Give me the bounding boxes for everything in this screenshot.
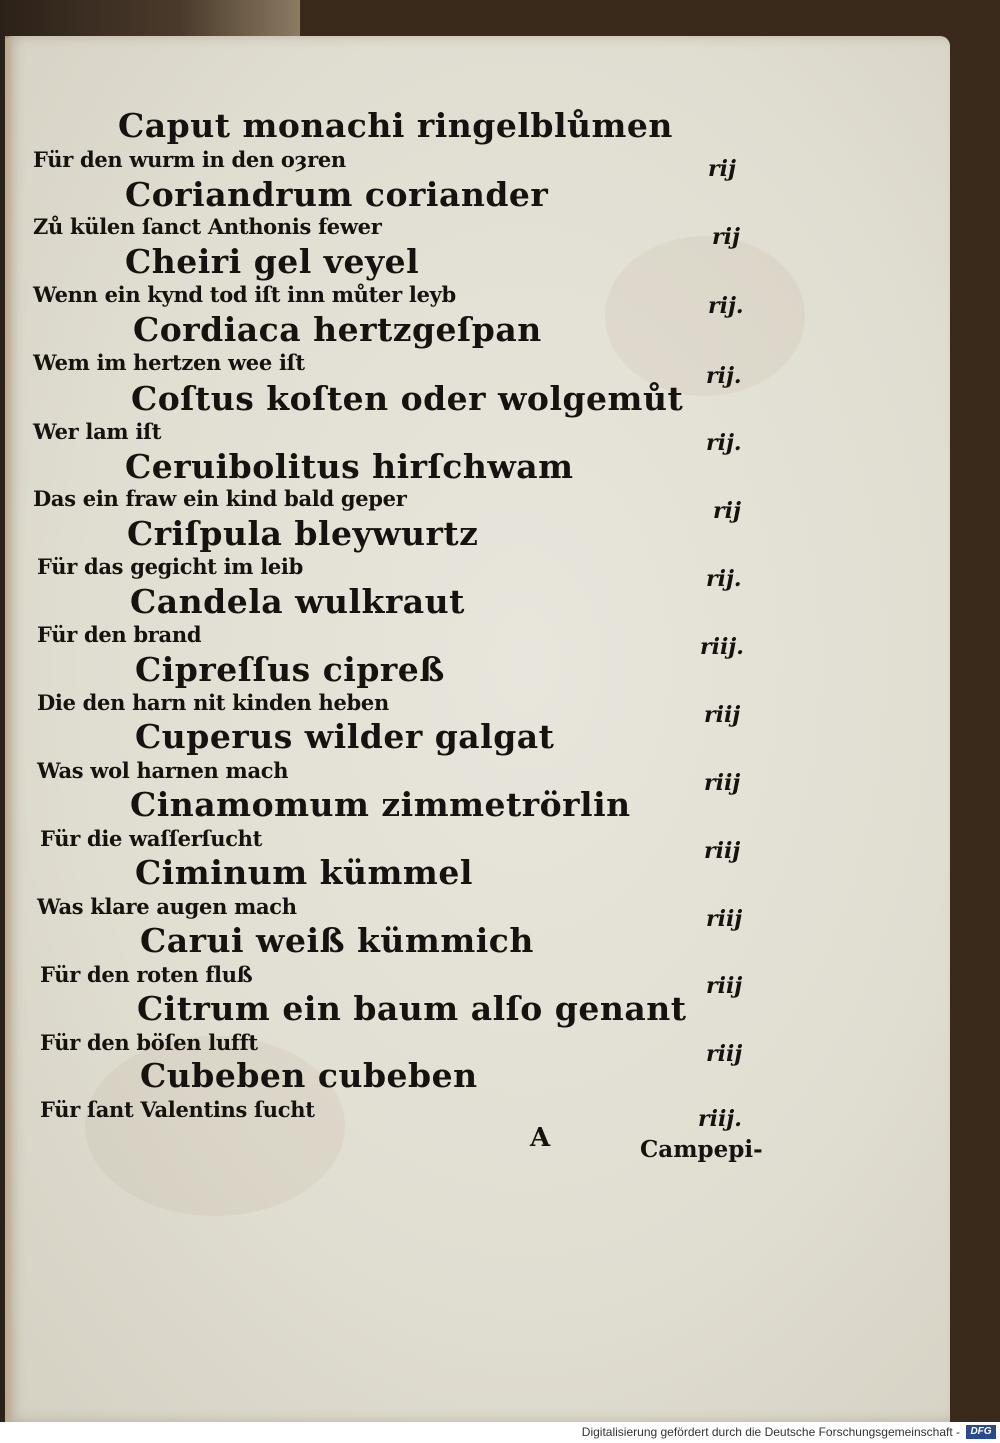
entry-heading: Citrum ein baum alſo genant bbox=[137, 989, 687, 1028]
entry-numeral: rij. bbox=[706, 566, 742, 592]
entry-numeral: rij. bbox=[708, 293, 744, 319]
entry-usage: Wenn ein kynd tod iſt inn můter leyb bbox=[33, 282, 456, 307]
entry-numeral: riij. bbox=[698, 1106, 742, 1132]
entry-numeral: riij bbox=[706, 1041, 743, 1067]
entry-usage: Für den böſen lufft bbox=[40, 1030, 258, 1055]
entry-heading: Cuperus wilder galgat bbox=[135, 717, 555, 756]
entry-numeral: rij bbox=[713, 498, 741, 524]
entry-usage: Für die waſſerſucht bbox=[40, 826, 263, 851]
entry-heading: Ceruibolitus hirſchwam bbox=[125, 447, 574, 486]
entry-heading: Coriandrum coriander bbox=[125, 175, 549, 214]
entry-usage: Für den wurm in den oȝren bbox=[33, 147, 346, 172]
entry-heading: Cipreſſus cipreß bbox=[135, 650, 445, 689]
entry-numeral: rij bbox=[712, 224, 740, 250]
entry-usage: Die den harn nit kinden heben bbox=[37, 690, 389, 715]
entry-usage: Wer lam iſt bbox=[33, 419, 162, 444]
catchword: Campepi- bbox=[640, 1136, 763, 1163]
entry-numeral: riij bbox=[704, 838, 741, 864]
entry-usage: Für den brand bbox=[37, 622, 202, 647]
entry-heading: Coſtus koſten oder wolgemůt bbox=[131, 379, 684, 418]
funding-notice: Digitalisierung gefördert durch die Deutsche Forschungsgemeinschaft - bbox=[581, 1425, 960, 1439]
entry-numeral: riij bbox=[706, 973, 743, 999]
entry-numeral: riij. bbox=[700, 634, 744, 660]
entry-usage: Das ein fraw ein kind bald geper bbox=[33, 486, 407, 511]
entry-heading: Cheiri gel veyel bbox=[125, 242, 420, 281]
entry-numeral: rij. bbox=[706, 430, 742, 456]
footer-bar bbox=[0, 1422, 1000, 1443]
entry-numeral: riij bbox=[706, 906, 743, 932]
entry-usage: Zů külen ſanct Anthonis fewer bbox=[33, 214, 382, 239]
entry-heading: Cinamomum zimmetrörlin bbox=[130, 785, 631, 824]
entry-heading: Cordiaca hertzgeſpan bbox=[133, 310, 542, 349]
entry-usage: Für das gegicht im leib bbox=[37, 554, 303, 579]
entry-numeral: riij bbox=[704, 702, 741, 728]
entry-heading: Ciminum kümmel bbox=[135, 853, 473, 892]
entry-usage: Was klare augen mach bbox=[37, 894, 297, 919]
entry-numeral: riij bbox=[704, 770, 741, 796]
dfg-logo: DFG bbox=[966, 1425, 996, 1439]
entry-usage: Für ſant Valentins ſucht bbox=[40, 1097, 315, 1122]
entry-usage: Wem im hertzen wee iſt bbox=[33, 350, 305, 375]
signature-mark: A bbox=[530, 1123, 551, 1153]
entry-usage: Was wol harnen mach bbox=[37, 758, 289, 783]
entry-heading: Candela wulkraut bbox=[130, 582, 465, 621]
entry-numeral: rij bbox=[708, 156, 736, 182]
entry-usage: Für den roten fluß bbox=[40, 962, 253, 987]
entry-numeral: rij. bbox=[706, 363, 742, 389]
entry-heading: Cubeben cubeben bbox=[140, 1056, 478, 1095]
entry-heading: Criſpula bleywurtz bbox=[127, 514, 479, 553]
entry-heading: Carui weiß kümmich bbox=[140, 921, 534, 960]
entry-heading: Caput monachi ringelblůmen bbox=[118, 106, 673, 145]
